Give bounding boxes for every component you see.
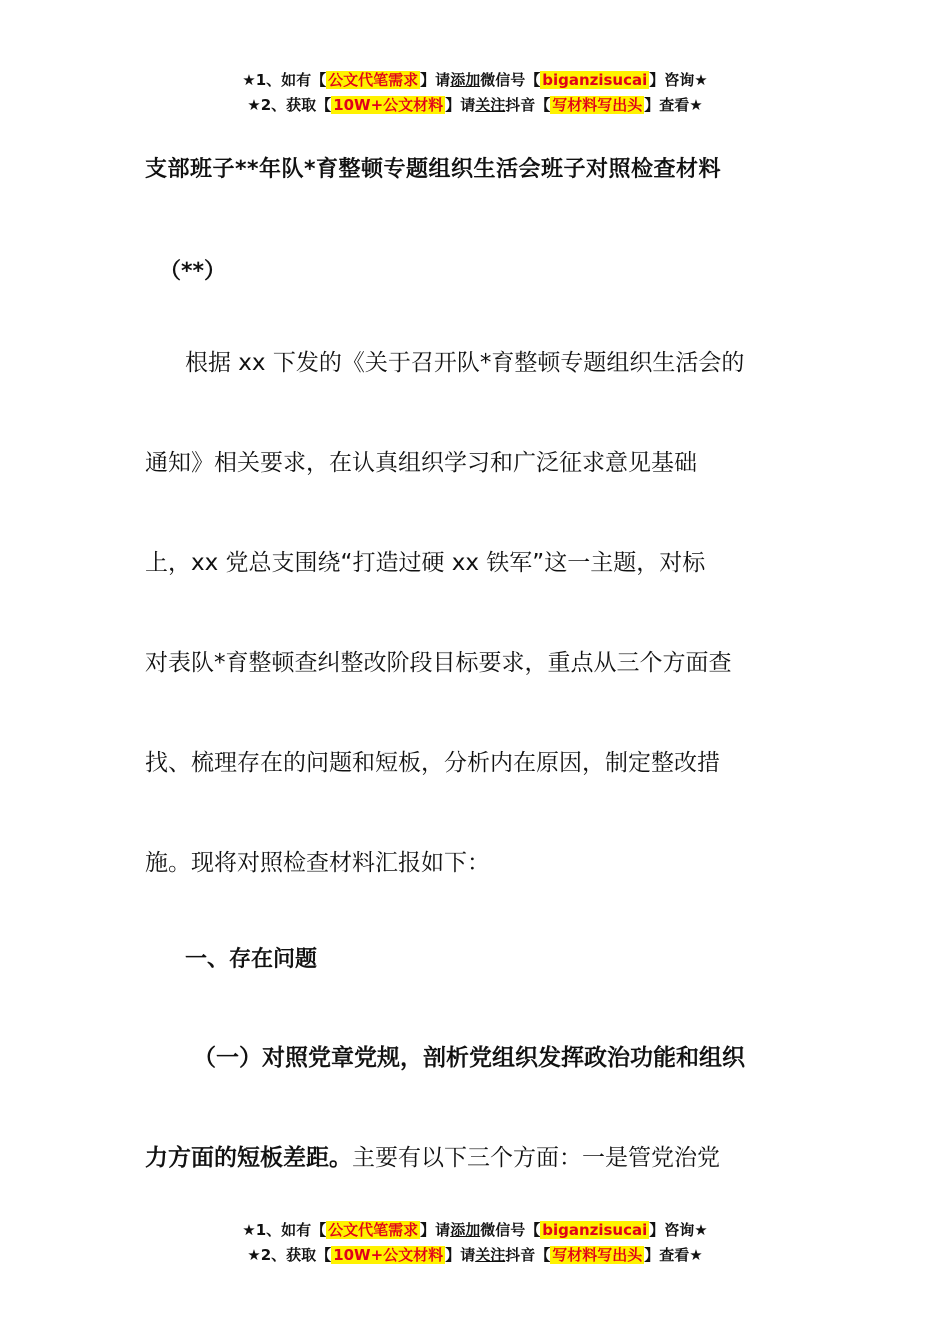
section-heading: 一、存在问题 (185, 947, 318, 972)
intro-line: 找、梳理存在的问题和短板，分析内在原因，制定整改措 (145, 750, 720, 776)
intro-paragraph (145, 313, 810, 913)
banner-highlight-douyin: 写材料写出头 (552, 96, 643, 114)
document-title: 支部班子**年队*育整顿专题组织生活会班子对照检查材料 (145, 157, 722, 182)
section-subparagraph (145, 1008, 810, 1208)
banner-line-2: ★2、获取【 10W+公文材料 】请关注抖音【 写材料写出头 】查看★ (247, 1246, 703, 1264)
subsection-line (145, 1108, 810, 1208)
intro-line: 上，xx 党总支围绕“打造过硬 xx 铁军”这一主题，对标 (145, 550, 706, 576)
subsection-text: 主要有以下三个方面：一是管党治党 (352, 1145, 720, 1171)
banner-highlight-wechat-id: biganzisucai (542, 71, 648, 89)
bottom-banner (0, 1218, 950, 1268)
intro-line: 通知》相关要求，在认真组织学习和广泛征求意见基础 (145, 450, 697, 476)
subsection-heading: （一）对照党章党规，剖析党组织发挥政治功能和组织 (193, 1045, 745, 1071)
banner-highlight-service: 公文代笔需求 (328, 1221, 419, 1239)
banner-line-1: ★1、如有【 公文代笔需求 】请添加微信号【 biganzisucai 】咨询★ (242, 71, 708, 89)
intro-line: 根据 xx 下发的《关于召开队*育整顿专题组织生活会的 (185, 350, 745, 376)
banner-highlight-wechat-id: biganzisucai (542, 1221, 648, 1239)
banner-line-2: ★2、获取【 10W+公文材料 】请关注抖音【 写材料写出头 】查看★ (247, 96, 703, 114)
banner-highlight-materials: 10W+公文材料 (333, 96, 444, 114)
top-banner (0, 68, 950, 118)
banner-highlight-service: 公文代笔需求 (328, 71, 419, 89)
intro-line: 对表队*育整顿查纠整改阶段目标要求，重点从三个方面查 (145, 650, 732, 676)
banner-highlight-douyin: 写材料写出头 (552, 1246, 643, 1264)
document-subtitle: （**） (159, 259, 227, 284)
intro-line: 施。现将对照检查材料汇报如下： (145, 850, 490, 876)
subsection-heading-cont: 力方面的短板差距。 (145, 1145, 352, 1171)
banner-highlight-materials: 10W+公文材料 (333, 1246, 444, 1264)
banner-line-1: ★1、如有【 公文代笔需求 】请添加微信号【 biganzisucai 】咨询★ (242, 1221, 708, 1239)
